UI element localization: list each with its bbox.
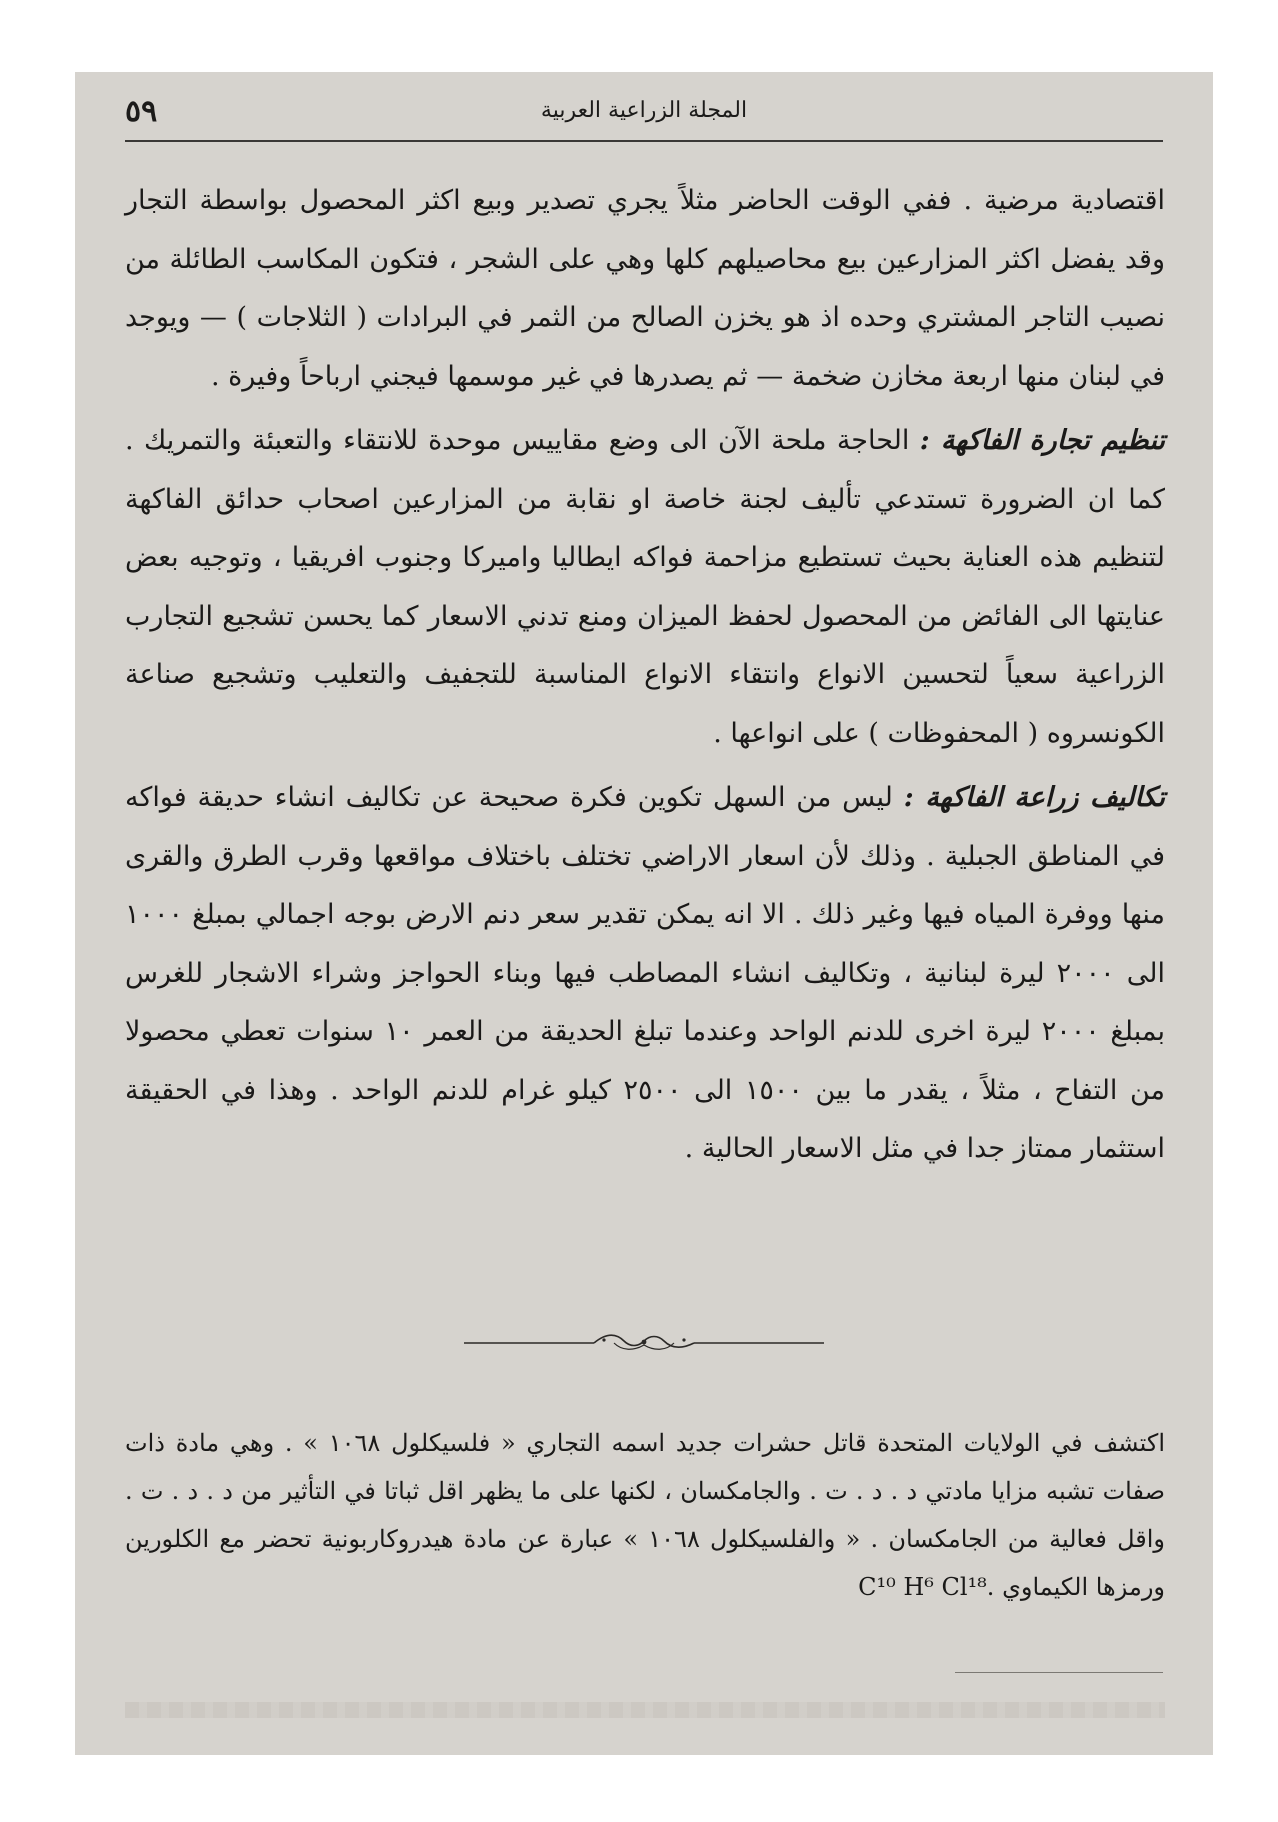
- paragraph-text: الحاجة ملحة الآن الى وضع مقاييس موحدة للانتقاء والتعبئة والتمريك . كما ان الضرورة تستدعي تأليف لجنة خاصة او نقابة من المزارعين اصحاب حدائق الفاكهة لتنظيم هذه العناية بحيث تستطيع مزاحمة فواكه ايطاليا واميركا وجنوب افريقيا ، وتوجيه بعض عنايتها الى الفائض من المحصول لحفظ الميزان ومنع تدني الاسعار كما يحسن تشجيع التجارب الزراعية سعياً لتحسين الانواع وانتقاء الانواع المناسبة للتجفيف والتعليب وتشجيع صناعة الكونسروه ( المحفوظات ) على انواعها .: [125, 425, 1165, 749]
- insecticide-note: [125, 1419, 1165, 1611]
- section-heading-fruit-costs: تكاليف زراعة الفاكهة :: [903, 782, 1165, 813]
- journal-title: المجلة الزراعية العربية: [540, 98, 748, 123]
- ornament-icon: [464, 1328, 824, 1358]
- section-divider-ornament: [75, 1328, 1213, 1358]
- paragraph-fruit-costs: [125, 769, 1165, 1179]
- note-paragraph: [125, 1419, 1165, 1611]
- scanned-page: [75, 72, 1213, 1755]
- paragraph-text: اقتصادية مرضية . ففي الوقت الحاضر مثلاً يجري تصدير وبيع اكثر المحصول بواسطة التجار وقد يفضل اكثر المزارعين بيع محاصيلهم كلها وهي على الشجر ، فتكون المكاسب الطائلة من نصيب التاجر المشتري وحده اذ هو يخزن الصالح من الثمر في البرادات ( الثلاجات ) — ويوجد في لبنان منها اربعة مخازن ضخمة — ثم يصدرها في غير موسمها فيجني ارباحاً وفيرة .: [125, 185, 1165, 392]
- bleed-through-text: [125, 1702, 1165, 1718]
- paragraph-intro: [125, 172, 1165, 406]
- article-body: [125, 172, 1165, 1185]
- paragraph-fruit-trade: [125, 412, 1165, 763]
- chemical-formula: C¹⁰ H⁶ Cl¹⁸.: [858, 1573, 995, 1601]
- note-text: اكتشف في الولايات المتحدة قاتل حشرات جديد اسمه التجاري « فلسيكلول ١٠٦٨ » . وهي مادة ذات صفات تشبه مزايا مادتي د . د . ت . والجامكسان ، لكنها على ما يظهر اقل ثباتا في التأثير من د . د . ت . واقل فعالية من الجامكسان . « والفلسيكلول ١٠٦٨ » عبارة عن مادة هيدروكاربونية تحضر مع الكلورين ورمزها الكيماوي: [125, 1429, 1165, 1601]
- page-header: [125, 94, 1163, 142]
- footnote-rule: [955, 1672, 1163, 1673]
- paragraph-text: ليس من السهل تكوين فكرة صحيحة عن تكاليف انشاء حديقة فواكه في المناطق الجبلية . وذلك لأن اسعار الاراضي تختلف باختلاف مواقعها وقرب الطرق والقرى منها ووفرة المياه فيها وغير ذلك . الا انه يمكن تقدير سعر دنم الارض بوجه اجمالي بمبلغ ١٠٠٠ الى ٢٠٠٠ ليرة لبنانية ، وتكاليف انشاء المصاطب فيها وبناء الحواجز وشراء الاشجار للغرس بمبلغ ٢٠٠٠ ليرة اخرى للدنم الواحد وعندما تبلغ الحديقة من العمر ١٠ سنوات تعطي محصولا من التفاح ، مثلاً ، يقدر ما بين ١٥٠٠ الى ٢٥٠٠ كيلو غرام للدنم الواحد . وهذا في الحقيقة استثمار ممتاز جدا في مثل الاسعار الحالية .: [125, 782, 1165, 1164]
- page-number: ٥٩: [125, 94, 158, 129]
- section-heading-fruit-trade: تنظيم تجارة الفاكهة :: [919, 425, 1165, 456]
